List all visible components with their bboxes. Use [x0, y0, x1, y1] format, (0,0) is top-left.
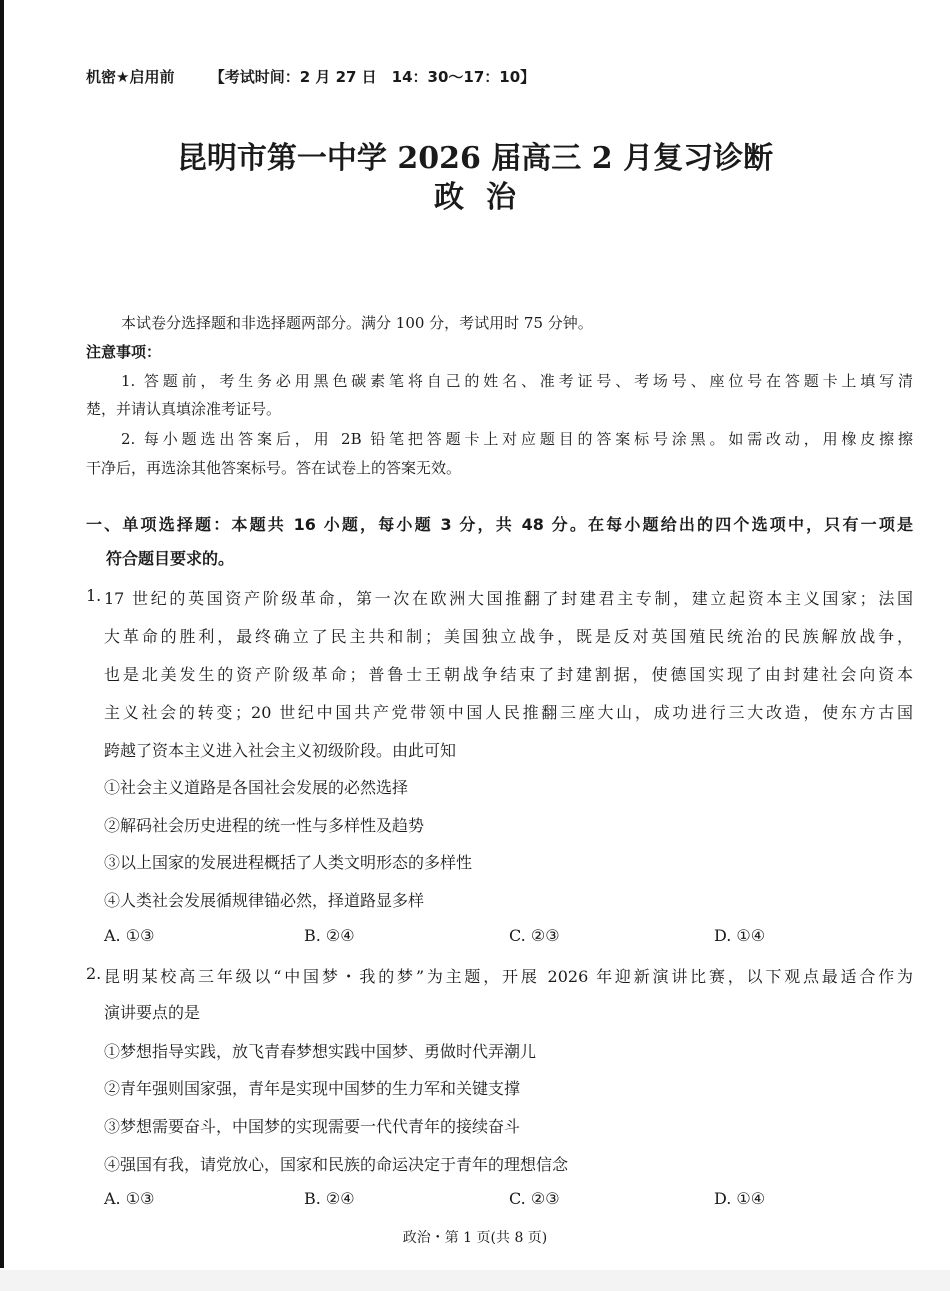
statement-4: ④强国有我，请党放心，国家和民族的命运决定于青年的理想信念: [104, 1155, 569, 1174]
statement-1: ①社会主义道路是各国社会发展的必然选择: [104, 778, 409, 797]
scan-bottom-margin: [0, 1270, 950, 1291]
question-stem-line: 大革命的胜利，最终确立了民主共和制；美国独立战争，既是反对英国殖民统治的民族解放战争，: [104, 627, 913, 646]
notice-item-2-line-2: 干净后，再选涂其他答案标号。答在试卷上的答案无效。: [86, 459, 462, 477]
option-c: C. ②③: [509, 926, 560, 945]
option-d: D. ①④: [714, 1189, 766, 1208]
statement-1: ①梦想指导实践，放飞青春梦想实践中国梦、勇做时代弄潮儿: [104, 1042, 537, 1061]
statement-4: ④人类社会发展循规律锚必然，择道路显多样: [104, 891, 425, 910]
option-b: B. ②④: [304, 1189, 355, 1208]
option-a: A. ①③: [104, 1189, 155, 1208]
statement-2: ②解码社会历史进程的统一性与多样性及趋势: [104, 816, 425, 835]
option-a: A. ①③: [104, 926, 155, 945]
notice-item-2-line-1: 2. 每小题选出答案后，用 2B 铅笔把答题卡上对应题目的答案标号涂黑。如需改动，用橡皮擦擦: [121, 430, 913, 448]
option-b: B. ②④: [304, 926, 355, 945]
option-d: D. ①④: [714, 926, 766, 945]
question-stem-line: 17 世纪的英国资产阶级革命，第一次在欧洲大国推翻了封建君主专制，建立起资本主义国家；法国: [104, 589, 913, 608]
notice-heading: 注意事项：: [86, 343, 162, 361]
subject-title: 政治: [434, 180, 538, 215]
notice-item-1-line-2: 楚，并请认真填涂准考证号。: [86, 400, 282, 418]
question-stem-line: 主义社会的转变；20 世纪中国共产党带领中国人民推翻三座大山，成功进行三大改造，使东方古国: [104, 703, 913, 722]
exam-time: 【考试时间：2 月 27 日 14：30～17：10】: [209, 68, 536, 86]
statement-3: ③梦想需要奋斗，中国梦的实现需要一代代青年的接续奋斗: [104, 1117, 521, 1136]
intro-text: 本试卷分选择题和非选择题两部分。满分 100 分，考试用时 75 分钟。: [121, 314, 593, 332]
question-stem-line: 昆明某校高三年级以“中国梦・我的梦”为主题，开展 2026 年迎新演讲比赛，以下观点最适合作为: [104, 967, 913, 986]
confidential-label: 机密★启用前: [86, 68, 175, 86]
notice-item-1-line-1: 1. 答题前，考生务必用黑色碳素笔将自己的姓名、准考证号、考场号、座位号在答题卡上填写清: [121, 372, 913, 390]
exam-title: 昆明市第一中学 2026 届高三 2 月复习诊断: [176, 141, 774, 176]
question-stem-line: 跨越了资本主义进入社会主义初级阶段。由此可知: [104, 741, 457, 760]
statement-2: ②青年强则国家强，青年是实现中国梦的生力军和关键支撑: [104, 1079, 521, 1098]
header-line: [86, 66, 535, 87]
option-c: C. ②③: [509, 1189, 560, 1208]
question-stem-line: 演讲要点的是: [104, 1003, 201, 1022]
section-heading-line-2: 符合题目要求的。: [106, 549, 235, 568]
question-number: 2.: [86, 964, 102, 983]
section-heading-line-1: 一、单项选择题：本题共 16 小题，每小题 3 分，共 48 分。在每小题给出的四个选项中，只有一项是: [86, 515, 913, 534]
page-footer: 政治・第 1 页(共 8 页): [402, 1230, 548, 1246]
question-number: 1.: [86, 586, 102, 605]
question-stem-line: 也是北美发生的资产阶级革命；普鲁士王朝战争结束了封建割据，使德国实现了由封建社会向资本: [104, 665, 913, 684]
statement-3: ③以上国家的发展进程概括了人类文明形态的多样性: [104, 853, 473, 872]
